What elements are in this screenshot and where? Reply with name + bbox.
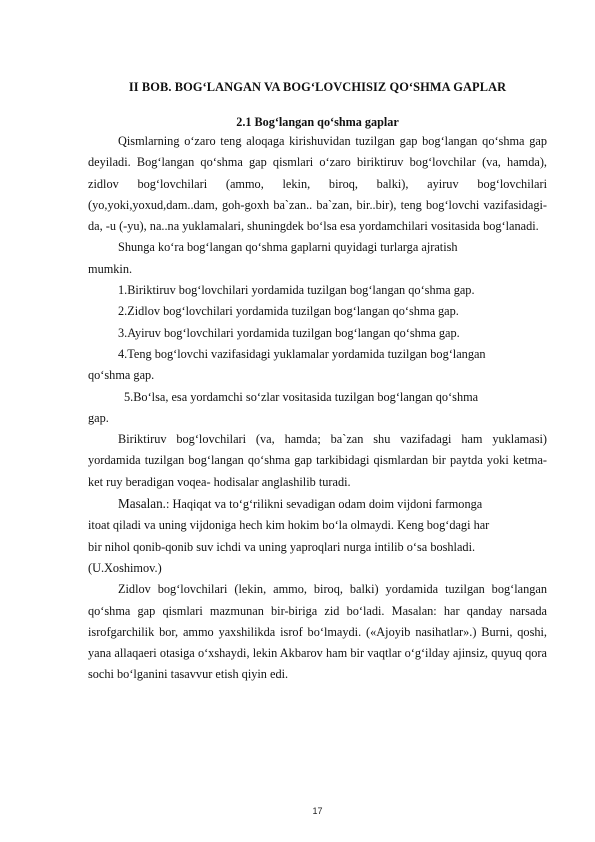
list-item-cont: qo‘shma gap. [88, 368, 155, 383]
paragraph-biriktiruv: Biriktiruv bog‘lovchilari (va, hamda; ba`zan shu vazifadagi ham yuklamasi) yordamida tuzilgan bog‘langan qo‘shma gap tarkibidagi qismlardan bir paytda yoki ketma-ket ruy beradigan voqea- hodisalar anglashilib turadi. [88, 432, 547, 489]
paragraph-example [88, 493, 547, 515]
example-lead: Masalan. [118, 496, 166, 512]
page-number: 17 [312, 806, 323, 816]
list-item: 1.Biriktiruv bog‘lovchilari yordamida tuzilgan bog‘langan qo‘shma gap. [118, 283, 475, 298]
body-text [88, 131, 547, 686]
chapter-title: II BOB. BOG‘LANGAN VA BOG‘LOVCHISIZ QO‘SHMA GAPLAR [128, 80, 507, 94]
example-line: bir nihol qonib-qonib suv ichdi va uning yaproqlari nurga intilib o‘sa boshladi. [88, 539, 476, 554]
list-item: 4.Teng bog‘lovchi vazifasidagi yuklamalar yordamida tuzilgan bog‘langan [118, 346, 486, 361]
list-item: 5.Bo‘lsa, esa yordamchi so‘zlar vositasida tuzilgan bog‘langan qo‘shma [124, 389, 479, 404]
example-line: itoat qiladi va uning vijdoniga hech kim hokim bo‘la olmaydi. Keng bog‘dagi har [88, 518, 490, 533]
paragraph-classify [88, 237, 547, 258]
example-text: : Haqiqat va to‘g‘rilikni sevadigan odam doim vijdoni farmonga [165, 497, 483, 512]
list-item: 3.Ayiruv bog‘lovchilari yordamida tuzilgan bog‘langan qo‘shma gap. [118, 325, 460, 340]
section-title: 2.1 Bog‘langan qo‘shma gaplar [236, 115, 399, 129]
classify-line: mumkin. [88, 261, 133, 276]
classify-line: Shunga ko‘ra bog‘langan qo‘shma gaplarni quyidagi turlarga ajratish [118, 240, 458, 255]
paragraph-classify-cont [88, 259, 547, 280]
list-item-cont: gap. [88, 410, 109, 425]
paragraph-intro: Qismlarning o‘zaro teng aloqaga kirishuvidan tuzilgan gap bog‘langan qo‘shma gap deyiladi. Bog‘langan qo‘shma gap qismlari o‘zaro biriktiruv bog‘lovchilar (va, hamda), zidlov bog‘lovchilari (ammo, lekin, biroq, balki), ayiruv bog‘lovchilari (yo,yoki,yoxud,dam..dam, goh-goxh ba`zan.. ba`zan, bir..bir), teng bog‘lovchi vazifasidagi- da, -u (-yu), na..na yuklamalari, shuningdek bo‘lsa esa yordamchilari vositasida bog‘lanadi. [88, 134, 547, 234]
list-item: 2.Zidlov bog‘lovchilari yordamida tuzilgan bog‘langan qo‘shma gap. [118, 304, 459, 319]
paragraph-zidlov: Zidlov bog‘lovchilari (lekin, ammo, biroq, balki) yordamida tuzilgan bog‘langan qo‘shma gap qismlari mazmunan bir-biriga zid bo‘ladi. Masalan: har qanday narsada isrofgarchilik bor, ammo yaxshilikda isrof bo‘lmaydi. («Ajoyib nasihatlar».) Burni, qoshi, yana allaqaeri otasiga o‘xshaydi, lekin Akbarov ham bir vaqtlar o‘g‘ilday ajinsiz, quyuq qora sochi bo‘lganini tasavvur etish qiyin edi. [88, 582, 547, 682]
example-line: (U.Xoshimov.) [88, 560, 162, 575]
